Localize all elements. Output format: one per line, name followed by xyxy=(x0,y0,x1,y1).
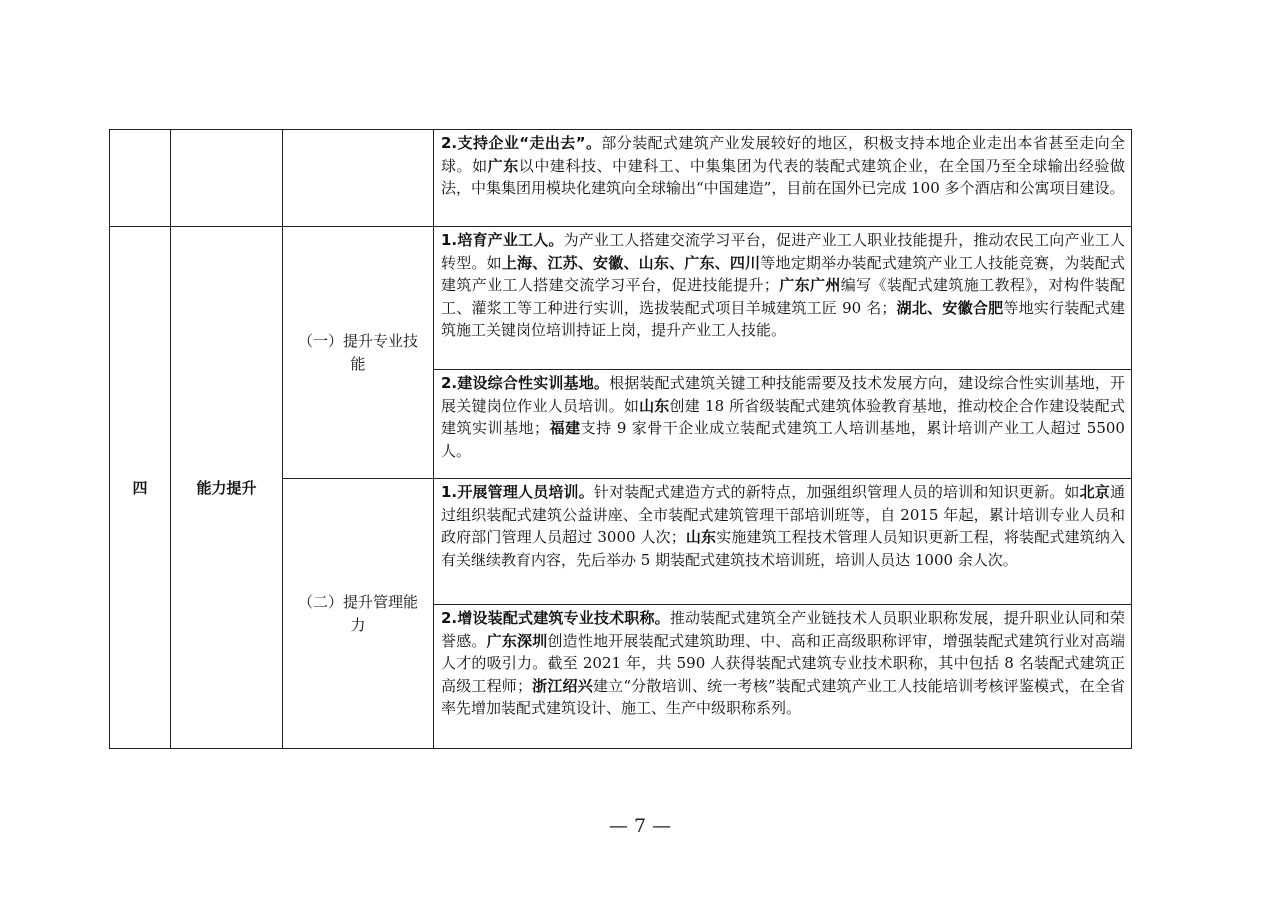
sub-category-label: （二）提升管理能力 xyxy=(283,479,434,749)
bold-text-segment: 山东 xyxy=(685,528,717,547)
text-segment: 推动装配式建筑全产业链技术人员职业职称发展，提升职业认同和荣誉感。 xyxy=(441,609,1125,650)
bold-text-segment: 北京 xyxy=(1079,483,1110,501)
page-number: — 7 — xyxy=(608,815,672,837)
paragraph xyxy=(441,372,1125,462)
bold-text-segment: 湖北、安徽合肥 xyxy=(896,298,1004,317)
paragraph xyxy=(441,132,1125,200)
text-segment: 根据装配式建筑关键工种技能需要及技术发展方向，建设综合性实训基地，开展关键岗位作业人员培训。如 xyxy=(441,374,1125,415)
table-row xyxy=(110,130,1132,227)
bold-text-segment: 广东 xyxy=(487,156,519,175)
content-cell xyxy=(434,227,1132,370)
text-segment: 建立“分散培训、统一考核”装配式建筑产业工人技能培训考核评鉴模式，在全省率先增加装配式建筑设计、施工、生产中级职称系列。 xyxy=(441,676,1125,718)
empty-cell xyxy=(171,130,283,227)
bold-text-segment: 浙江绍兴 xyxy=(531,676,593,695)
policy-table xyxy=(109,129,1132,749)
empty-cell xyxy=(110,130,171,227)
text-segment: 针对装配式建造方式的新特点，加强组织管理人员的培训和知识更新。如 xyxy=(593,483,1080,501)
text-segment: 等地定期举办装配式建筑产业工人技能竞赛，为装配式建筑产业工人搭建交流学习平台，促进技能提升； xyxy=(441,253,1125,295)
text-segment: 为产业工人搭建交流学习平台，促进产业工人职业技能提升，推动农民工向产业工人转型。如 xyxy=(441,231,1125,272)
bold-text-segment: 1.开展管理人员培训。 xyxy=(441,483,594,501)
content-cell xyxy=(434,479,1132,605)
table-row xyxy=(110,227,1132,370)
bold-text-segment: 2.增设装配式建筑专业技术职称。 xyxy=(441,609,670,627)
bold-text-segment: 福建 xyxy=(549,419,581,438)
text-segment: 创建 18 所省级装配式建筑体验教育基地，推动校企合作建设装配式建筑实训基地； xyxy=(441,396,1125,438)
text-segment: 支持 9 家骨干企业成立装配式建筑工人培训基地，累计培训产业工人超过 5500 人。 xyxy=(441,419,1125,460)
bold-text-segment: 山东 xyxy=(639,396,670,415)
text-segment: 编写《装配式建筑施工教程》，对构件装配工、灌浆工等工种进行实训，选拔装配式项目羊城建筑工匠 90 名； xyxy=(441,276,1125,317)
text-segment: 实施建筑工程技术管理人员知识更新工程，将装配式建筑纳入有关继续教育内容，先后举办 5 期装配式建筑技术培训班，培训人员达 1000 余人次。 xyxy=(441,528,1125,569)
text-segment: 等地实行装配式建筑施工关键岗位培训持证上岗，提升产业工人技能。 xyxy=(441,298,1125,340)
content-cell xyxy=(434,130,1132,227)
content-cell xyxy=(434,605,1132,749)
bold-text-segment: 上海、江苏、安徽、山东、广东、四川 xyxy=(501,253,761,272)
sub-category-label: （一）提升专业技能 xyxy=(283,227,434,479)
section-category: 能力提升 xyxy=(171,227,283,749)
paragraph xyxy=(441,481,1125,571)
section-number: 四 xyxy=(110,227,171,749)
bold-text-segment: 2.支持企业“走出去”。 xyxy=(441,134,602,152)
paragraph xyxy=(441,229,1125,342)
empty-cell xyxy=(283,130,434,227)
bold-text-segment: 广东深圳 xyxy=(486,631,548,650)
text-segment: 部分装配式建筑产业发展较好的地区，积极支持本地企业走出本省甚至走向全球。如 xyxy=(441,134,1125,175)
paragraph xyxy=(441,607,1125,720)
bold-text-segment: 1.培育产业工人。 xyxy=(441,231,564,249)
text-segment: 以中建科技、中建科工、中集集团为代表的装配式建筑企业，在全国乃至全球输出经验做法，中集集团用模块化建筑向全球输出“中国建造”，目前在国外已完成 100 多个酒店和公寓项目建设。 xyxy=(441,156,1125,198)
text-segment: 通过组织装配式建筑公益讲座、全市装配式建筑管理干部培训班等，自 2015 年起，累计培训专业人员和政府部门管理人员超过 3000 人次； xyxy=(441,483,1125,547)
content-cell xyxy=(434,370,1132,479)
bold-text-segment: 广东广州 xyxy=(778,276,841,295)
bold-text-segment: 2.建设综合性实训基地。 xyxy=(441,374,610,392)
text-segment: 创造性地开展装配式建筑助理、中、高和正高级职称评审，增强装配式建筑行业对高端人才的吸引力。截至 2021 年，共 590 人获得装配式建筑专业技术职称，其中包括 8 名装配式建筑正高级工程师； xyxy=(441,631,1125,695)
